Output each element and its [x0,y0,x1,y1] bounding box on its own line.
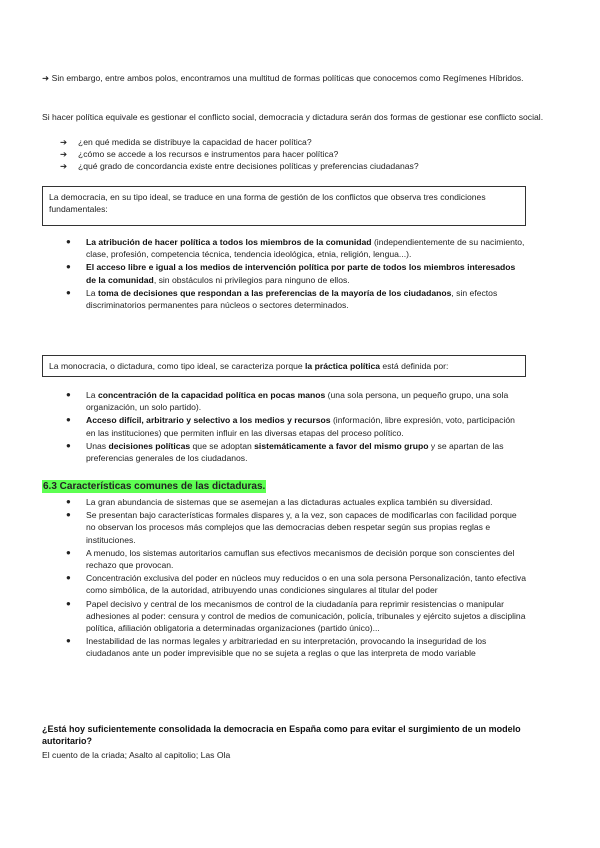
bullet-icon: ● [66,237,71,246]
list-item: ➔ ¿qué grado de concordancia existe entre decisiones políticas y preferencias ciudadanas? [60,161,419,172]
section-heading: 6.3 Características comunes de las dictaduras. [43,481,266,492]
list-item: ● A menudo, los sistemas autoritarios camuflan sus efectivos mecanismos de decisión porque son conscientes del rechazo que provocan. [66,547,515,571]
dictatorship-characteristics-list [66,496,526,661]
bullet-icon: ● [66,390,71,399]
democracy-conditions-list [66,236,526,312]
list-item: ● Se presentan bajo características formales dispares y, a la vez, son capaces de modificarlas con facilidad porque no observan los procesos más complejos que las democracias deben respetar según sus propias reglas e instituciones. [66,510,517,545]
intro-paragraph [42,72,552,84]
list-item: ● Concentración exclusiva del poder en núcleos muy reducidos o en una sola persona Personalización, tanto efectiva como simbólica, de la autoridad, atribuyendo unas condiciones singulares al titular del poder [66,573,526,596]
bullet-icon: ● [66,547,71,557]
closing-question: ¿Está hoy suficientemente consolidada la democracia en España como para evitar el surgimiento de un modelo autoritario? [42,724,521,747]
list-item: ● La concentración de la capacidad política en pocas manos (una sola persona, un pequeño grupo, una sola organización, un solo partido). [66,390,509,413]
bullet-icon: ● [66,598,71,608]
list-item: ● Acceso difícil, arbitrario y selectivo a los medios y recursos (información, libre expresión, voto, participación en las instituciones) que permiten influir en las diversas etapas del proceso político. [66,415,515,438]
politics-paragraph: Si hacer política equivale es gestionar el conflicto social, democracia y dictadura serán dos formas de gestionar ese conflicto social. [42,112,544,122]
references-line: El cuento de la criada; Asalto al capitolio; Las Ola [42,750,231,760]
monocracy-definition-box: La monocracia, o dictadura, como tipo ideal, se caracteriza porque la práctica política está definida por: [42,355,526,377]
bullet-icon: ● [66,573,71,583]
arrow-bullet-icon: ➔ [60,137,68,147]
arrow-bullet-icon: ➔ [60,149,68,160]
list-item: ● Papel decisivo y central de los mecanismos de control de la ciudadanía para reprimir resistencias o manipular adhesiones al poder: censura y control de medios de comunicación, policía, tribunales y ejército sujetos a disciplina política, afiliación obligatoria a determinadas organizaciones (partido único)... [66,598,526,634]
arrow-icon: ➜ [42,73,50,83]
bullet-icon: ● [66,497,71,506]
list-item: ● La atribución de hacer política a todos los miembros de la comunidad (independientemente de su nacimiento, clase, profesión, competencia técnica, tendencia ideológica, etnia, religión, lengua...). [66,237,525,260]
bullet-icon: ● [66,415,71,425]
bullet-icon: ● [66,440,71,450]
bullet-icon: ● [66,510,71,520]
bullet-icon: ● [66,262,71,272]
intro-text: Sin embargo, entre ambos polos, encontramos una multitud de formas políticas que conocemos como Regímenes Híbridos. [51,73,524,83]
questions-list [60,136,550,173]
monocracy-features-list [66,389,526,465]
arrow-bullet-icon: ➔ [60,161,68,172]
list-item: ● La gran abundancia de sistemas que se asemejan a las dictaduras actuales explica también su diversidad. [66,497,493,507]
democracy-definition-box: La democracia, en su tipo ideal, se traduce en una forma de gestión de los conflictos que observa tres condiciones fundamentales: [42,186,526,226]
list-item: ● El acceso libre e igual a los medios de intervención política por parte de todos los miembros interesados de la comunidad, sin obstáculos ni privilegios para ninguno de ellos. [66,262,516,285]
bullet-icon: ● [66,636,71,646]
bullet-icon: ● [66,287,71,297]
list-item: ● Inestabilidad de las normas legales y arbitrariedad en su interpretación, provocando la inseguridad de los ciudadanos ante un poder imprevisible que no se sujeta a reglas o que las interpreta de modo variable [66,636,487,659]
list-item: ● La toma de decisiones que respondan a las preferencias de la mayoría de los ciudadanos, sin efectos discriminatorios permanentes para núcleos o sectores determinados. [66,287,498,311]
list-item: ➔ ¿cómo se accede a los recursos e instrumentos para hacer política? [60,149,339,160]
list-item: ➔ ¿en qué medida se distribuye la capacidad de hacer política? [60,137,312,147]
list-item: ● Unas decisiones políticas que se adoptan sistemáticamente a favor del mismo grupo y se apartan de las preferencias generales de los ciudadanos. [66,440,504,464]
